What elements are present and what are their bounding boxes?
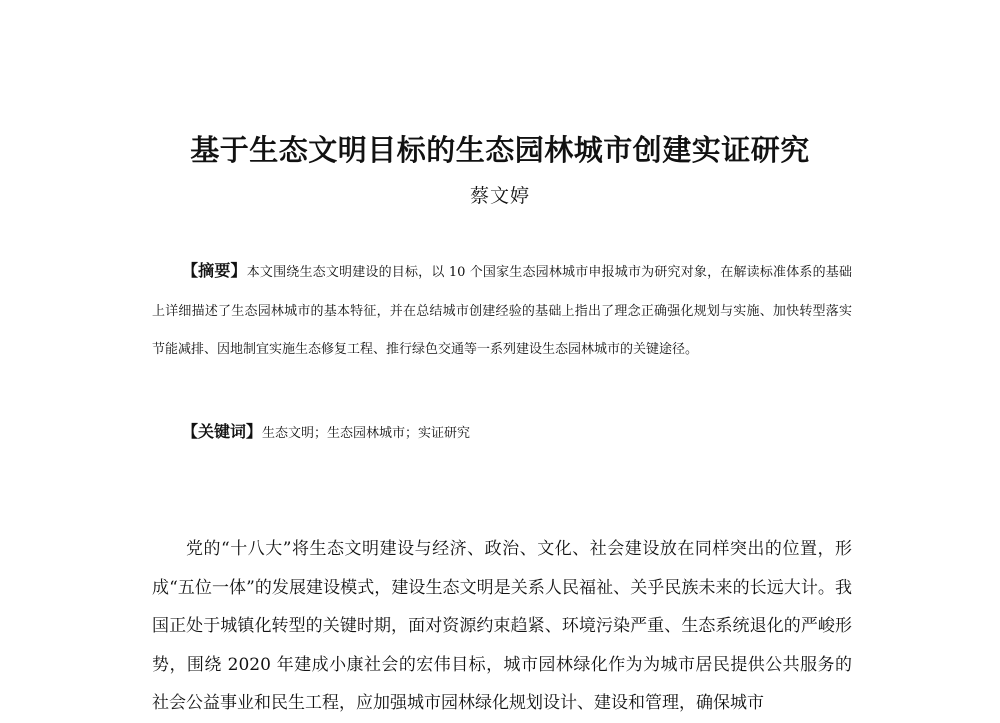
abstract-section (152, 252, 852, 370)
paper-title: 基于生态文明目标的生态园林城市创建实证研究 (190, 133, 810, 167)
abstract-text: 本文围绕生态文明建设的目标，以 10 个国家生态园林城市申报城市为研究对象，在解读标准体系的基础上详细描述了生态园林城市的基本特征，并在总结城市创建经验的基础上指出了理念正确强化规划与实施、加快转型落实节能减排、因地制宜实施生态修复工程、推行绿色交通等一系列建设生态园林城市的关键途径。 (152, 265, 852, 358)
keywords-section (152, 413, 852, 453)
paper-author: 蔡文婷 (469, 185, 530, 207)
keywords-label: 【关键词】 (182, 422, 263, 441)
abstract-label: 【摘要】 (182, 261, 247, 280)
keywords-text: 生态文明；生态园林城市；实证研究 (262, 426, 471, 441)
body-paragraph: 党的“十八大”将生态文明建设与经济、政治、文化、社会建设放在同样突出的位置，形成“五位一体”的发展建设模式，建设生态文明是关系人民福祉、关乎民族未来的长远大计。我国正处于城镇化转型的关键时期，面对资源约束趋紧、环境污染严重、生态系统退化的严峻形势，围绕 2020 年建成小康社会的宏伟目标，城市园林绿化作为为城市居民提供公共服务的社会公益事业和民生工程，应加强城市园林绿化规划设计、建设和管理，确保城市 (152, 539, 852, 713)
